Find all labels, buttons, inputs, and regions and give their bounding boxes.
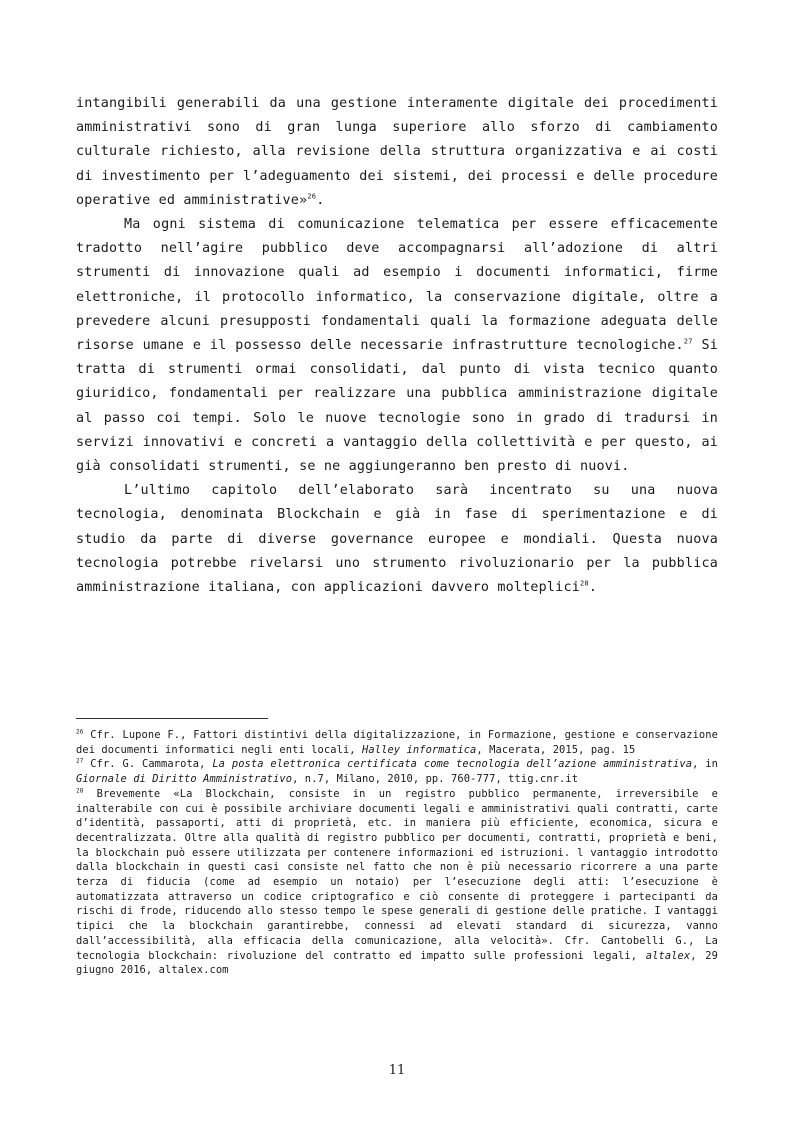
paragraph: [76, 479, 718, 600]
footnote-ref-26: 26: [307, 192, 317, 201]
footnote-italic: altalex: [645, 949, 691, 962]
footnote-italic: La posta elettronica certificata come tecnologia dell’azione amministrativa: [212, 758, 693, 771]
footnote-28: [76, 787, 718, 978]
body-text: [76, 92, 718, 600]
footnote-italic: Halley informatica: [362, 743, 477, 756]
footnote-text: Cfr. G. Cammarota,: [83, 758, 213, 771]
paragraph-text: Ma ogni sistema di comunicazione telematica per essere efficacemente tradotto nell’agire pubblico deve accompagnarsi all’adozione di altri strumenti di innovazione quali ad esempio i documenti informatici, firme elettroniche, il protocollo informatico, la conservazione digitale, oltre a prevedere alcuni presupposti fondamentali quali la formazione adeguata delle risorse umane e il possesso delle necessarie infrastrutture tecnologiche.: [76, 217, 718, 354]
paragraph-text: intangibili generabili da una gestione interamente digitale dei procedimenti amministrativi sono di gran lunga superiore allo sforzo di cambiamento culturale richiesto, alla revisione della struttura organizzativa e ai costi di investimento per l’adeguamento dei sistemi, dei processi e delle procedure operative ed amministrative»: [76, 96, 718, 208]
paragraph: [76, 213, 718, 479]
paragraph-continuation: [76, 92, 718, 213]
footnote-ref-27: 27: [683, 337, 693, 346]
paragraph-text: Si tratta di strumenti ormai consolidati, dal punto di vista tecnico quanto giuridico, fondamentali per realizzare una pubblica amministrazione digitale al passo coi tempi. Solo le nuove tecnologie sono in grado di tradursi in servizi innovativi e concreti a vantaggio della collettività e per questo, ai già consolidati strumenti, se ne aggiungeranno ben presto di nuovi.: [76, 338, 718, 475]
paragraph-text: .: [316, 192, 325, 208]
footnote-text: Cfr. Lupone F., Fattori distintivi della digitalizzazione, in Formazione, gestione e conservazione dei documenti informatici negli enti locali,: [76, 729, 718, 756]
footnote-number: 27: [76, 757, 84, 765]
footnote-text: , n.7, Milano, 2010, pp. 760-777, ttig.cnr.it: [292, 773, 579, 786]
footnote-text: , in: [692, 758, 718, 771]
footnote-ref-28: 28: [579, 579, 589, 588]
footnote-italic: Giornale di Diritto Amministrativo: [76, 773, 293, 786]
paragraph-text: L’ultimo capitolo dell’elaborato sarà incentrato su una nuova tecnologia, denominata Blockchain e già in fase di sperimentazione e di studio da parte di diverse governance europee e mondiali. Questa nuova tecnologia potrebbe rivelarsi uno strumento rivoluzionario per la pubblica amministrazione italiana, con applicazioni davvero molteplici: [76, 483, 718, 596]
footnote-separator: [76, 718, 268, 719]
paragraph-text: .: [588, 580, 598, 596]
footnote-text: Brevemente «La Blockchain, consiste in un registro pubblico permanente, irreversibile e inalterabile con cui è possibile archiviare documenti legali e amministrativi quali contratti, carte d’identità, passaporti, atti di proprietà, etc. in maniera più efficiente, economica, sicura e decentralizzata. Oltre alla qualità di registro pubblico per documenti, contratti, proprietà e beni, la blockchain può essere utilizzata per contenere informazioni ed istruzioni. l vantaggio introdotto dalla blockchain in questi casi consiste nel fatto che non è più necessario ricorrere a una parte terza di fiducia (come ad esempio un notaio) per l’esecuzione degli atti: l’esecuzione è automatizzata attraverso un codice criptografico e ciò consente di proteggere i partecipanti da rischi di frode, riducendo allo stesso tempo le spese generali di gestione delle pratiche. I vantaggi tipici che la blockchain garantirebbe, connessi ad elevati standard di sicurezza, vanno dall’accessibilità, alla efficacia della comunicazione, alla velocità». Cfr. Cantobelli G., La tecnologia blockchain: rivoluzione del contratto ed impatto sulle professioni legali,: [76, 787, 718, 962]
page-number: 11: [388, 1063, 406, 1078]
footnotes: [76, 728, 718, 978]
footnote-27: [76, 757, 718, 786]
footnote-text: , Macerata, 2015, pag. 15: [476, 743, 636, 756]
footnote-number: 26: [76, 728, 84, 736]
footnote-number: 28: [76, 787, 84, 795]
footnote-text: , 29 giugno 2016, altalex.com: [76, 949, 718, 977]
footnote-26: [76, 728, 718, 757]
